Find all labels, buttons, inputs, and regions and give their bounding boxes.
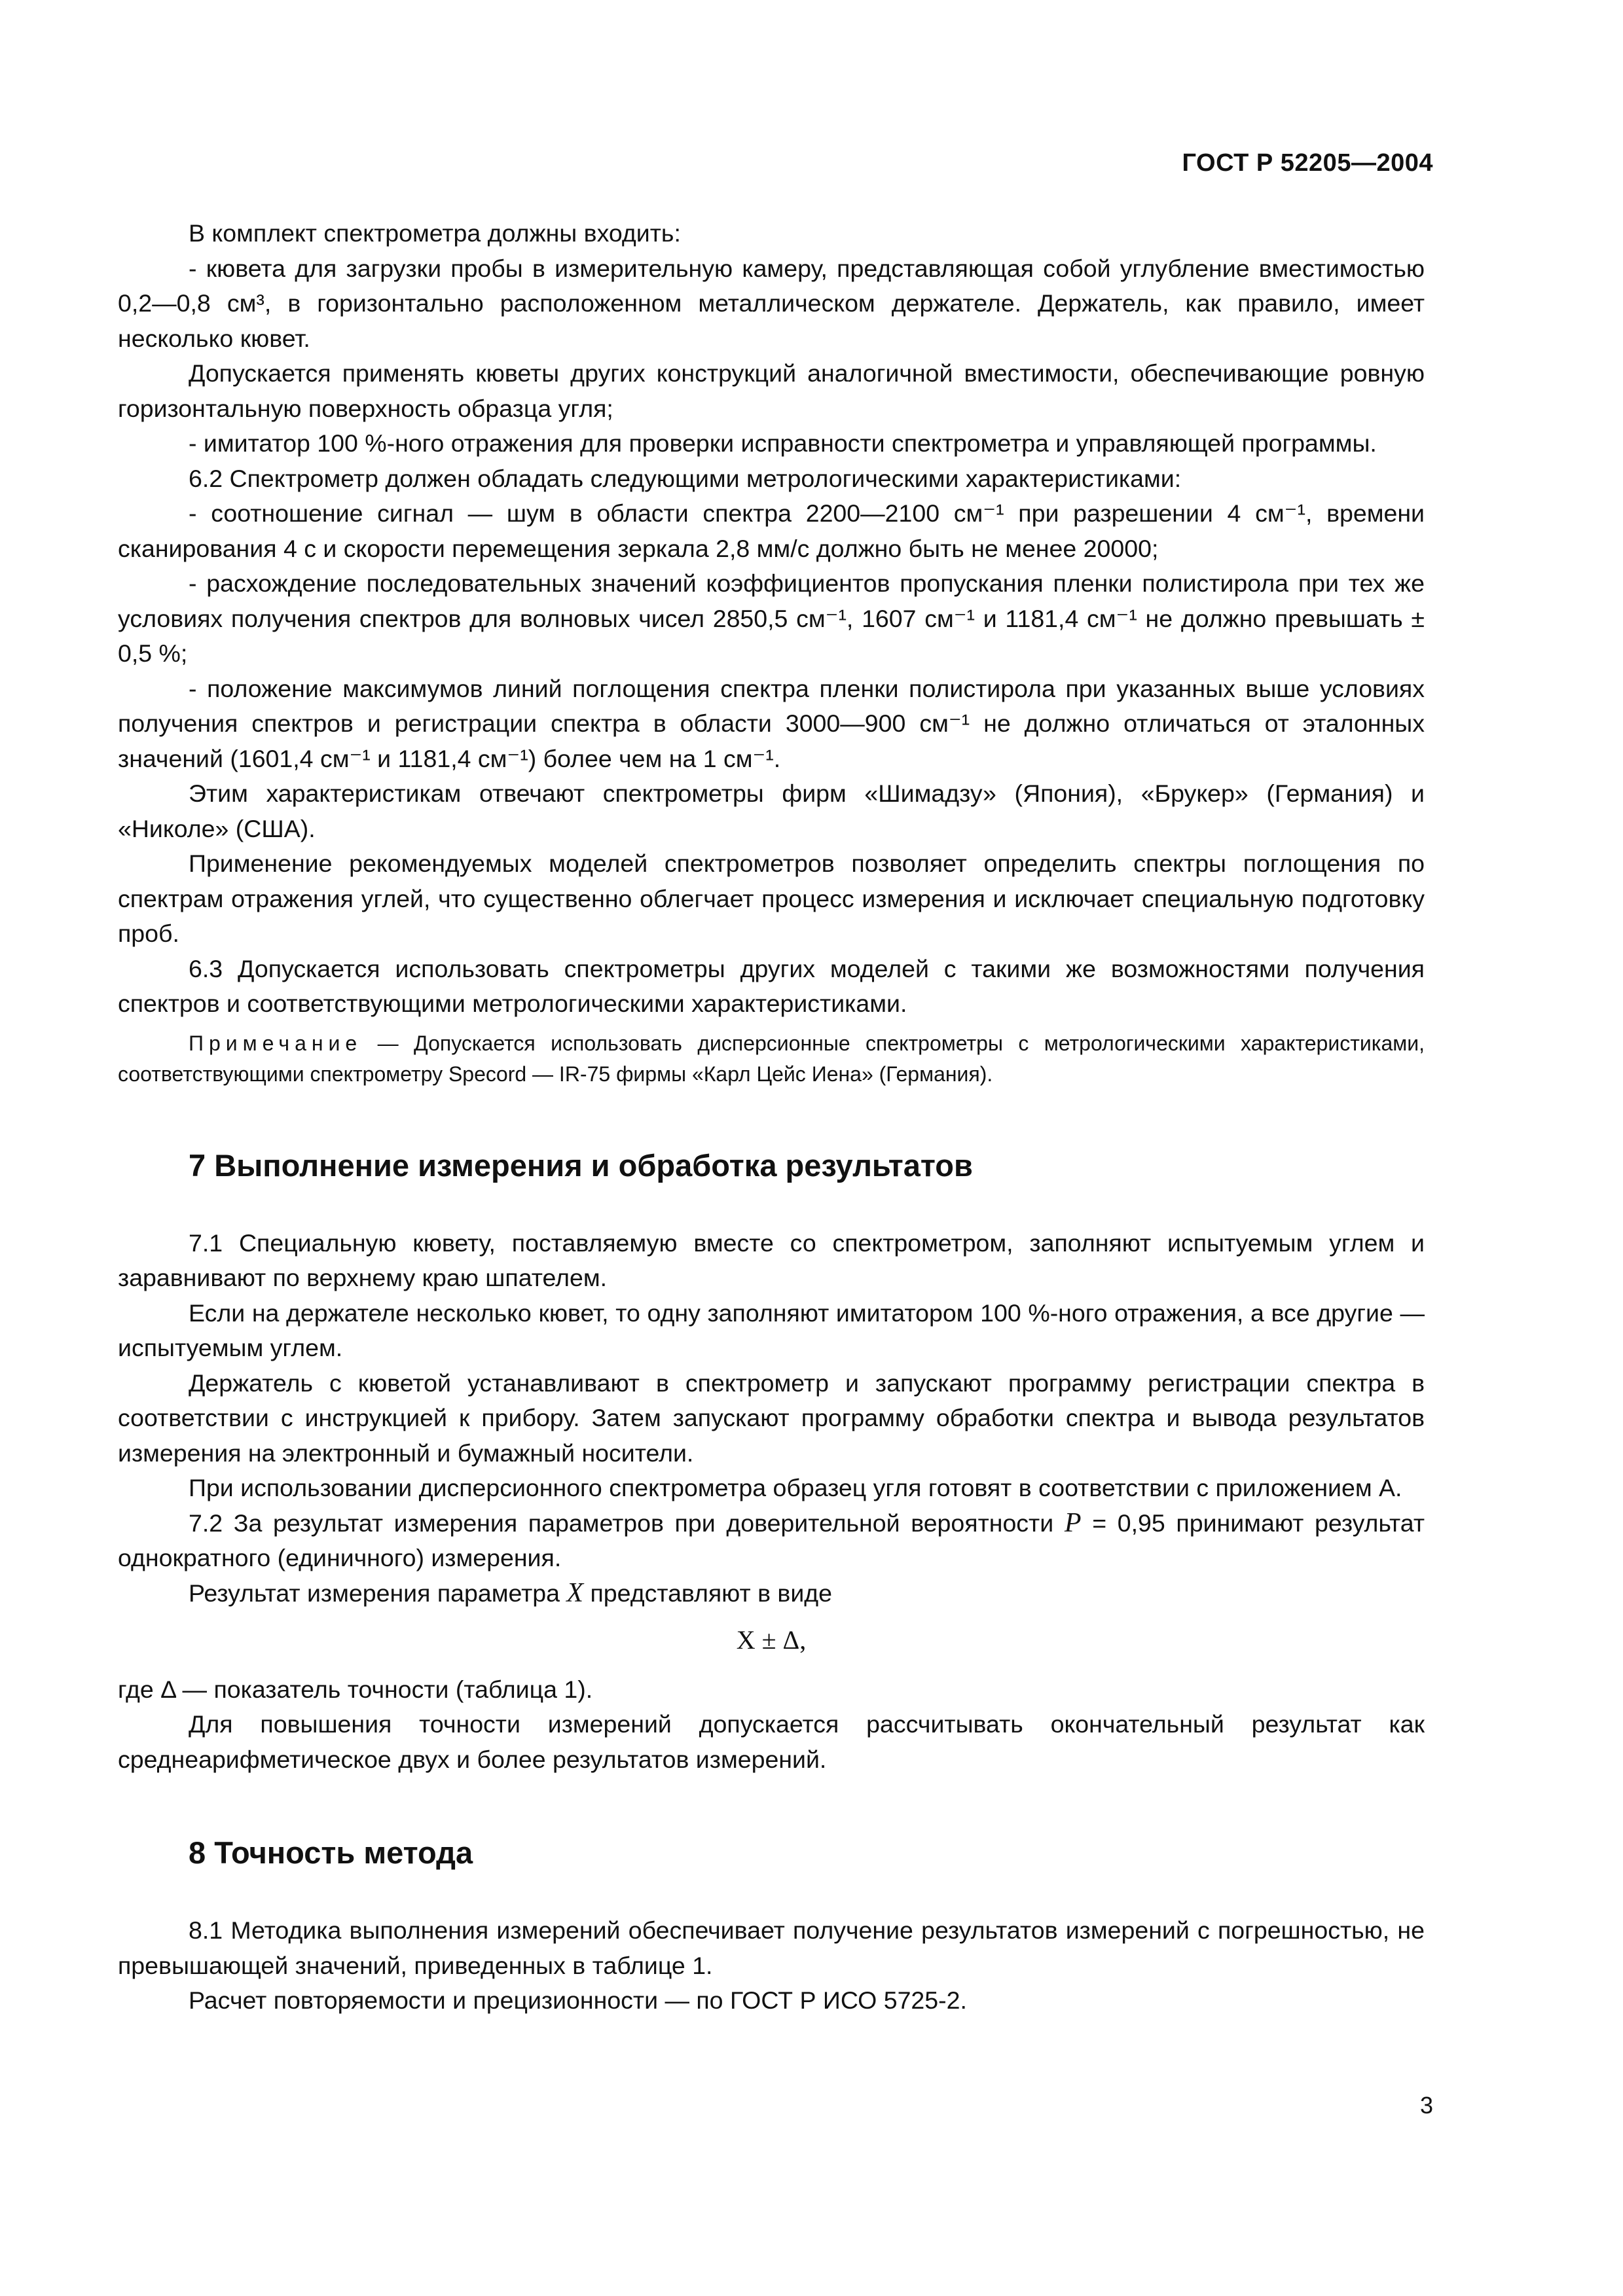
document-body [118,216,1425,2018]
text-fragment: Результат измерения параметра [189,1579,560,1607]
paragraph [118,1506,1425,1576]
section-7-title: 7 Выполнение измерения и обработка результатов [189,1147,973,1183]
paragraph [118,1576,1425,1611]
paragraph: 8.1 Методика выполнения измерений обеспечивает получение результатов измерений с погрешностью, не превышающей значений, приведенных в таблице 1. [118,1916,1425,1979]
paragraph: 6.2 Спектрометр должен обладать следующими метрологическими характеристиками: [189,464,1182,492]
paragraph: - имитатор 100 %-ного отражения для проверки исправности спектрометра и управляющей программы. [189,429,1377,457]
paragraph: - положение максимумов линий поглощения спектра пленки полистирола при указанных выше условиях получения спектров и регистрации спектра в области 3000—900 см⁻¹ не должно отличаться от эталонных значений (1601,4 см⁻¹ и 1181,4 см⁻¹) более чем на 1 см⁻¹. [118,674,1425,772]
text-fragment: 7.2 За результат измерения параметров при доверительной вероятности [189,1509,1054,1537]
paragraph: - расхождение последовательных значений коэффициентов пропускания пленки полистирола при тех же условиях получения спектров для волновых чисел 2850,5 см⁻¹, 1607 см⁻¹ и 1181,4 см⁻¹ не должно превышать ± 0,5 %; [118,569,1425,667]
paragraph: Для повышения точности измерений допускается рассчитывать окончательный результат как среднеарифметическое двух и более результатов измерений. [118,1710,1425,1773]
paragraph: При использовании дисперсионного спектрометра образец угля готовят в соответствии с приложением А. [189,1474,1402,1501]
note-label: Примечание [189,1031,363,1055]
paragraph: Расчет повторяемости и прецизионности — по ГОСТ Р ИСО 5725-2. [189,1986,967,2014]
paragraph: - кювета для загрузки пробы в измерительную камеру, представляющая собой углубление вместимостью 0,2—0,8 см³, в горизонтально расположенном металлическом держателе. Держатель, как правило, имеет несколько кювет. [118,254,1425,352]
note-text: — Допускается использовать дисперсионные спектрометры с метрологическими характеристиками, соответствующими спектрометру Specord — IR-75 фирмы «Карл Цейс Иена» (Германия). [118,1031,1425,1086]
paragraph: 6.3 Допускается использовать спектрометры других моделей с такими же возможностями получения спектров и соответствующими метрологическими характеристиками. [118,954,1425,1017]
paragraph: - соотношение сигнал — шум в области спектра 2200—2100 см⁻¹ при разрешении 4 см⁻¹, времени сканирования 4 с и скорости перемещения зеркала 2,8 мм/с должно быть не менее 20000; [118,499,1425,562]
paragraph: Этим характеристикам отвечают спектрометры фирм «Шимадзу» (Япония), «Брукер» (Германия) и «Николе» (США). [118,780,1425,842]
document-header: ГОСТ Р 52205—2004 [1182,149,1433,177]
page-number: 3 [1419,2092,1433,2119]
variable-x: X [566,1577,584,1608]
paragraph: Держатель с кюветой устанавливают в спектрометр и запускают программу регистрации спектра в соответствии с инструкцией к прибору. Затем запускают программу обработки спектра и вывода результатов измерения на электронный и бумажный носители. [118,1369,1425,1467]
text-fragment: = 0,95 принимают результат однократного (единичного) измерения. [118,1509,1425,1571]
note [118,1028,1425,1090]
paragraph: В комплект спектрометра должны входить: [189,219,681,247]
formula: X ± Δ, [736,1625,807,1655]
paragraph: Применение рекомендуемых моделей спектрометров позволяет определить спектры поглощения по спектрам отражения углей, что существенно облегчает процесс измерения и исключает специальную подготовку проб. [118,850,1425,947]
variable-p: P [1064,1507,1082,1538]
paragraph: Допускается применять кюветы других конструкций аналогичной вместимости, обеспечивающие ровную горизонтальную поверхность образца угля; [118,359,1425,422]
paragraph: где Δ — показатель точности (таблица 1). [118,1675,593,1703]
paragraph: 7.1 Специальную кювету, поставляемую вместе со спектрометром, заполняют испытуемым углем и заравнивают по верхнему краю шпателем. [118,1229,1425,1291]
paragraph: Если на держателе несколько кювет, то одну заполняют имитатором 100 %-ного отражения, а все другие — испытуемым углем. [118,1299,1425,1361]
section-8-title: 8 Точность метода [189,1835,473,1870]
text-fragment: представляют в виде [590,1579,833,1607]
